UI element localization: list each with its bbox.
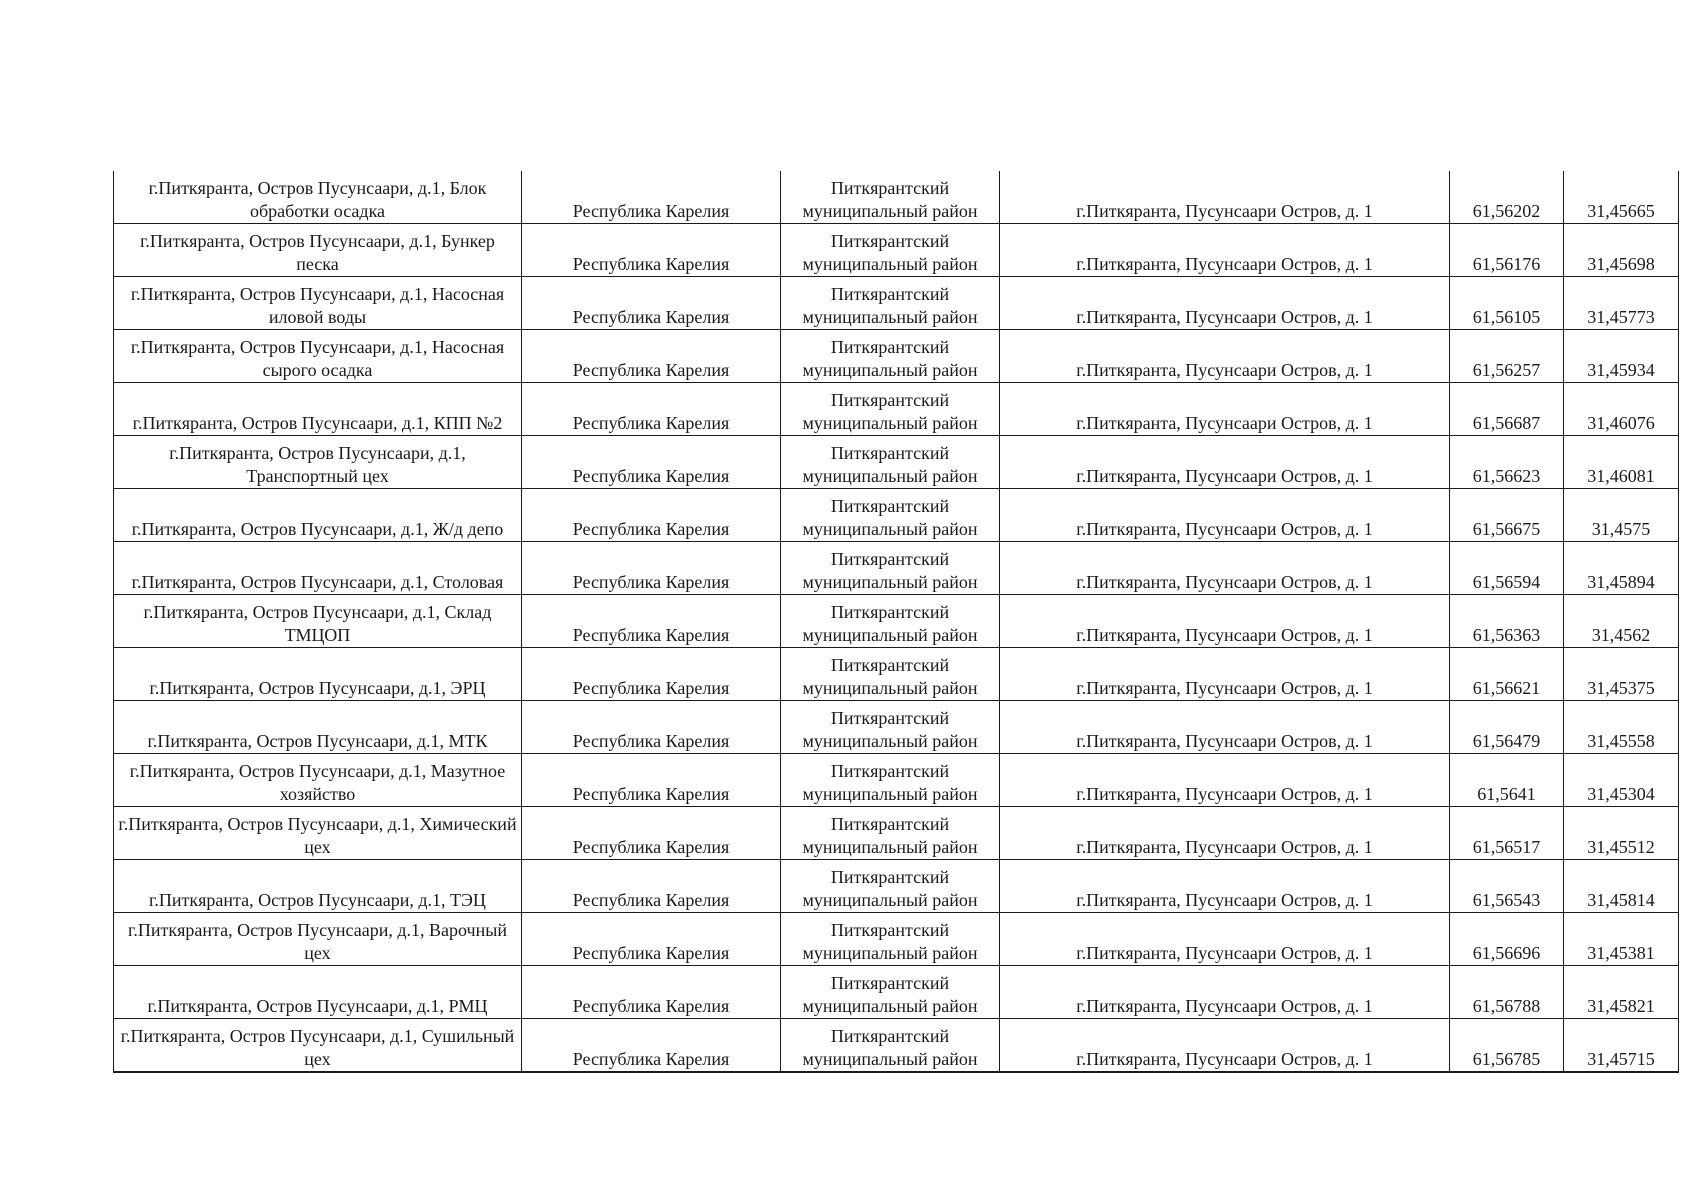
table-row [114,277,1679,330]
latitude-cell: 61,56788 [1450,966,1564,1019]
district-cell: Питкярантский муниципальный район [781,171,1000,224]
latitude-cell: 61,56623 [1450,436,1564,489]
district-cell: Питкярантский муниципальный район [781,542,1000,595]
longitude-cell: 31,45773 [1564,277,1679,330]
region-cell: Республика Карелия [522,542,781,595]
region-cell: Республика Карелия [522,701,781,754]
object-name-cell: г.Питкяранта, Остров Пусунсаари, д.1, Мазутное хозяйство [114,754,522,807]
table-row [114,330,1679,383]
latitude-cell: 61,5641 [1450,754,1564,807]
district-cell: Питкярантский муниципальный район [781,595,1000,648]
district-cell: Питкярантский муниципальный район [781,807,1000,860]
latitude-cell: 61,56176 [1450,224,1564,277]
object-name-cell: г.Питкяранта, Остров Пусунсаари, д.1, РМЦ [114,966,522,1019]
table-row [114,807,1679,860]
district-cell: Питкярантский муниципальный район [781,754,1000,807]
latitude-cell: 61,56105 [1450,277,1564,330]
region-cell: Республика Карелия [522,807,781,860]
longitude-cell: 31,45894 [1564,542,1679,595]
region-cell: Республика Карелия [522,913,781,966]
object-name-cell: г.Питкяранта, Остров Пусунсаари, д.1, Ж/д депо [114,489,522,542]
longitude-cell: 31,45304 [1564,754,1679,807]
district-cell: Питкярантский муниципальный район [781,860,1000,913]
address-cell: г.Питкяранта, Пусунсаари Остров, д. 1 [1000,595,1450,648]
latitude-cell: 61,56257 [1450,330,1564,383]
longitude-cell: 31,45375 [1564,648,1679,701]
district-cell: Питкярантский муниципальный район [781,224,1000,277]
longitude-cell: 31,4562 [1564,595,1679,648]
object-name-cell: г.Питкяранта, Остров Пусунсаари, д.1, Транспортный цех [114,436,522,489]
address-cell: г.Питкяранта, Пусунсаари Остров, д. 1 [1000,1019,1450,1073]
object-name-cell: г.Питкяранта, Остров Пусунсаари, д.1, Столовая [114,542,522,595]
object-name-cell: г.Питкяранта, Остров Пусунсаари, д.1, Сушильный цех [114,1019,522,1073]
table-row [114,966,1679,1019]
longitude-cell: 31,45814 [1564,860,1679,913]
region-cell: Республика Карелия [522,1019,781,1073]
address-cell: г.Питкяранта, Пусунсаари Остров, д. 1 [1000,383,1450,436]
region-cell: Республика Карелия [522,330,781,383]
address-cell: г.Питкяранта, Пусунсаари Остров, д. 1 [1000,648,1450,701]
address-cell: г.Питкяранта, Пусунсаари Остров, д. 1 [1000,489,1450,542]
longitude-cell: 31,46081 [1564,436,1679,489]
region-cell: Республика Карелия [522,383,781,436]
table-row [114,383,1679,436]
table-row [114,489,1679,542]
table-row [114,1019,1679,1073]
table-row [114,542,1679,595]
latitude-cell: 61,56543 [1450,860,1564,913]
region-cell: Республика Карелия [522,224,781,277]
object-name-cell: г.Питкяранта, Остров Пусунсаари, д.1, Склад ТМЦОП [114,595,522,648]
table-row [114,595,1679,648]
district-cell: Питкярантский муниципальный район [781,277,1000,330]
object-name-cell: г.Питкяранта, Остров Пусунсаари, д.1, Варочный цех [114,913,522,966]
latitude-cell: 61,56785 [1450,1019,1564,1073]
region-cell: Республика Карелия [522,277,781,330]
object-name-cell: г.Питкяранта, Остров Пусунсаари, д.1, ЭРЦ [114,648,522,701]
district-cell: Питкярантский муниципальный район [781,648,1000,701]
region-cell: Республика Карелия [522,648,781,701]
longitude-cell: 31,45665 [1564,171,1679,224]
region-cell: Республика Карелия [522,489,781,542]
district-cell: Питкярантский муниципальный район [781,489,1000,542]
district-cell: Питкярантский муниципальный район [781,436,1000,489]
latitude-cell: 61,56363 [1450,595,1564,648]
address-cell: г.Питкяранта, Пусунсаари Остров, д. 1 [1000,171,1450,224]
address-cell: г.Питкяранта, Пусунсаари Остров, д. 1 [1000,224,1450,277]
longitude-cell: 31,45934 [1564,330,1679,383]
region-cell: Республика Карелия [522,966,781,1019]
address-cell: г.Питкяранта, Пусунсаари Остров, д. 1 [1000,913,1450,966]
table-row [114,171,1679,224]
longitude-cell: 31,46076 [1564,383,1679,436]
district-cell: Питкярантский муниципальный район [781,701,1000,754]
latitude-cell: 61,56687 [1450,383,1564,436]
longitude-cell: 31,4575 [1564,489,1679,542]
object-name-cell: г.Питкяранта, Остров Пусунсаари, д.1, Насосная сырого осадка [114,330,522,383]
object-name-cell: г.Питкяранта, Остров Пусунсаари, д.1, Насосная иловой воды [114,277,522,330]
longitude-cell: 31,45512 [1564,807,1679,860]
district-cell: Питкярантский муниципальный район [781,966,1000,1019]
latitude-cell: 61,56202 [1450,171,1564,224]
object-name-cell: г.Питкяранта, Остров Пусунсаари, д.1, КПП №2 [114,383,522,436]
address-cell: г.Питкяранта, Пусунсаари Остров, д. 1 [1000,754,1450,807]
longitude-cell: 31,45381 [1564,913,1679,966]
address-cell: г.Питкяранта, Пусунсаари Остров, д. 1 [1000,701,1450,754]
district-cell: Питкярантский муниципальный район [781,330,1000,383]
object-name-cell: г.Питкяранта, Остров Пусунсаари, д.1, МТК [114,701,522,754]
table-row [114,913,1679,966]
table-row [114,648,1679,701]
region-cell: Республика Карелия [522,860,781,913]
latitude-cell: 61,56621 [1450,648,1564,701]
address-cell: г.Питкяранта, Пусунсаари Остров, д. 1 [1000,330,1450,383]
longitude-cell: 31,45698 [1564,224,1679,277]
object-name-cell: г.Питкяранта, Остров Пусунсаари, д.1, ТЭЦ [114,860,522,913]
table-body [114,171,1679,1072]
region-cell: Республика Карелия [522,436,781,489]
table-row [114,436,1679,489]
region-cell: Республика Карелия [522,595,781,648]
address-cell: г.Питкяранта, Пусунсаари Остров, д. 1 [1000,542,1450,595]
longitude-cell: 31,45715 [1564,1019,1679,1073]
district-cell: Питкярантский муниципальный район [781,1019,1000,1073]
address-cell: г.Питкяранта, Пусунсаари Остров, д. 1 [1000,807,1450,860]
object-name-cell: г.Питкяранта, Остров Пусунсаари, д.1, Блок обработки осадка [114,171,522,224]
latitude-cell: 61,56675 [1450,489,1564,542]
table-row [114,701,1679,754]
address-cell: г.Питкяранта, Пусунсаари Остров, д. 1 [1000,860,1450,913]
district-cell: Питкярантский муниципальный район [781,383,1000,436]
table-row [114,860,1679,913]
latitude-cell: 61,56696 [1450,913,1564,966]
region-cell: Республика Карелия [522,171,781,224]
district-cell: Питкярантский муниципальный район [781,913,1000,966]
longitude-cell: 31,45558 [1564,701,1679,754]
latitude-cell: 61,56517 [1450,807,1564,860]
table-row [114,754,1679,807]
region-cell: Республика Карелия [522,754,781,807]
object-name-cell: г.Питкяранта, Остров Пусунсаари, д.1, Бункер песка [114,224,522,277]
latitude-cell: 61,56594 [1450,542,1564,595]
object-name-cell: г.Питкяранта, Остров Пусунсаари, д.1, Химический цех [114,807,522,860]
address-cell: г.Питкяранта, Пусунсаари Остров, д. 1 [1000,436,1450,489]
objects-table [113,171,1679,1073]
address-cell: г.Питкяранта, Пусунсаари Остров, д. 1 [1000,966,1450,1019]
longitude-cell: 31,45821 [1564,966,1679,1019]
table-row [114,224,1679,277]
address-cell: г.Питкяранта, Пусунсаари Остров, д. 1 [1000,277,1450,330]
latitude-cell: 61,56479 [1450,701,1564,754]
